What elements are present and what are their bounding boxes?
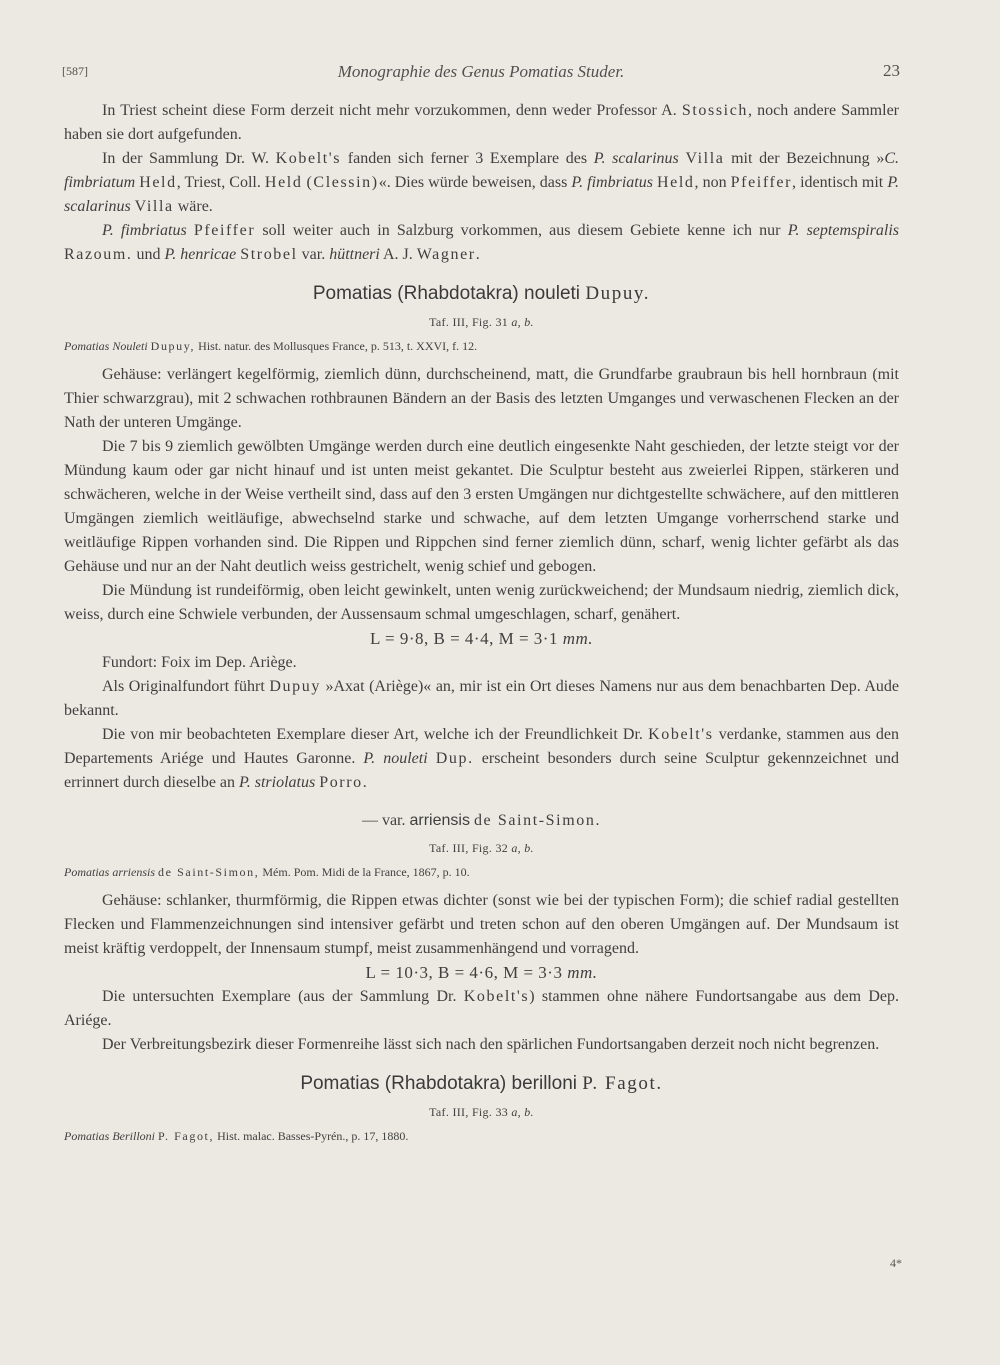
measurements: L = 9·8, B = 4·4, M = 3·1 mm. xyxy=(369,629,594,648)
variety-measurements: L = 10·3, B = 4·6, M = 3·3 mm. xyxy=(365,963,598,982)
variety-specimens: Die untersuchten Exemplare (aus der Sammlung Dr. Kobelt's) stammen ohne nähere Fundortsangabe aus dem Dep. Ariége. xyxy=(64,988,899,1029)
plate-reference: Taf. III, Fig. 31 a, b. xyxy=(429,315,534,329)
paragraph-salzburg: P. fimbriatus Pfeiffer soll weiter auch in Salzburg vorkommen, aus diesem Gebiete kenne ich nur P. septemspiralis Razoum. und P. henricae Strobel var. hüttneri A. J. Wagner. xyxy=(64,222,900,263)
paragraph-kobelt-collection: In der Sammlung Dr. W. Kobelt's fanden sich ferner 3 Exemplare des P. scalarinus Villa mit der Bezeichnung »C. fimbriatum Held, Triest, Coll. Held (Clessin)«. Dies würde beweisen, dass P. fimbriatus Held, non Pfeiffer, identisch mit P. scalarinus Villa wäre. xyxy=(64,150,900,215)
plate-reference-berilloni: Taf. III, Fig. 33 a, b. xyxy=(429,1105,534,1119)
species-heading-nouleti: Pomatias (Rhabdotakra) nouleti Dupuy. xyxy=(312,283,651,304)
paragraph-observed-specimens: Die von mir beobachteten Exemplare dieser Art, welche ich der Freundlichkeit Dr. Kobelt's verdanke, stammen aus den Departements Ariége und Hautes Garonne. P. nouleti Dup. erscheint besonders durch seine Sculptur gekennzeichnet und errinnert durch dieselbe an P. striolatus Porro. xyxy=(64,726,899,791)
page-number: 23 xyxy=(883,61,900,80)
variety-plate-reference: Taf. III, Fig. 32 a, b. xyxy=(429,841,534,855)
variety-description: Gehäuse: schlanker, thurmförmig, die Rippen etwas dichter (sonst wie bei der typischen Form); die schief radial gestellten Flecken und Flammenzeichnungen sind intensiver gefärbt und treten schon auf den oberen Umgängen auf. Der Mundsaum ist meist kräftig verdoppelt, der Innensaum stumpf, meist zusammenhängend und vorragend. xyxy=(64,892,899,957)
literature-reference: Pomatias Nouleti Dupuy, Hist. natur. des Mollusques France, p. 513, t. XXVI, f. 12. xyxy=(64,339,478,353)
distribution-note: Der Verbreitungsbezirk dieser Formenreihe lässt sich nach den spärlichen Fundortsangaben derzeit noch nicht begrenzen. xyxy=(102,1036,880,1053)
signature-mark: 4* xyxy=(890,1256,902,1270)
main-text xyxy=(64,99,899,1153)
description-whorls: Die 7 bis 9 ziemlich gewölbten Umgänge werden durch eine deutlich eingesenkte Naht geschieden, der letzte steigt vor der Mündung kaum oder gar nicht hinauf und ist unten meist gekantet. Die Sculptur besteht aus zweierlei Rippen, stärkeren und schwächeren, welche in der Weise vertheilt sind, dass auf den 3 ersten Umgängen nur dichtgestellte schwächere, auf den mittleren Umgängen ziemlich weitläufige, abwechselnd starke und schwache, auf dem letzten Umgange vorherrschend starke und weitläufige Rippen vorhanden sind. Die Rippen und Rippchen sind ferner ziemlich dünn, scharf, wenig lichter gefärbt als das Gehäuse und nur an der Naht deutlich weiss gestrichelt, wenig schief und gebogen. xyxy=(64,438,899,575)
description-aperture: Die Mündung ist rundeiförmig, oben leicht gewinkelt, unten wenig zurückweichend; der Mundsaum niedrig, ziemlich dick, weiss, durch eine Schwiele verbunden, der Aussensaum schmal umgeschlagen, scharf, genähert. xyxy=(64,582,899,623)
running-title: Monographie des Genus Pomatias Studer. xyxy=(337,62,625,81)
paragraph-triest: In Triest scheint diese Form derzeit nicht mehr vorzukommen, denn weder Professor A. Stossich, noch andere Sammler haben sie dort aufgefunden. xyxy=(64,102,899,143)
variety-heading: — var. arriensis de Saint-Simon. xyxy=(361,812,602,829)
page-header xyxy=(62,60,900,86)
description-shell: Gehäuse: verlängert kegelförmig, ziemlich dünn, durchscheinend, matt, die Grundfarbe graubraun bis hell hornbraun (mit Thier schwarzgrau), mit 2 schwachen rothbraunen Bändern an der Basis des letzten Umganges und verwaschenen Flecken an der Nath der unteren Umgänge. xyxy=(64,366,899,431)
paragraph-original-locality: Als Originalfundort führt Dupuy »Axat (Ariège)« an, mir ist ein Ort dieses Namens nur aus dem benachbarten Dep. Aude bekannt. xyxy=(64,678,900,719)
literature-reference-berilloni: Pomatias Berilloni P. Fagot, Hist. malac. Basses-Pyrén., p. 17, 1880. xyxy=(64,1129,409,1143)
original-page-number: [587] xyxy=(62,64,88,78)
variety-literature-reference: Pomatias arriensis de Saint-Simon, Mém. Pom. Midi de la France, 1867, p. 10. xyxy=(64,865,470,879)
locality: Fundort: Foix im Dep. Ariège. xyxy=(102,654,297,671)
species-heading-berilloni: Pomatias (Rhabdotakra) berilloni P. Fagot. xyxy=(300,1073,663,1094)
